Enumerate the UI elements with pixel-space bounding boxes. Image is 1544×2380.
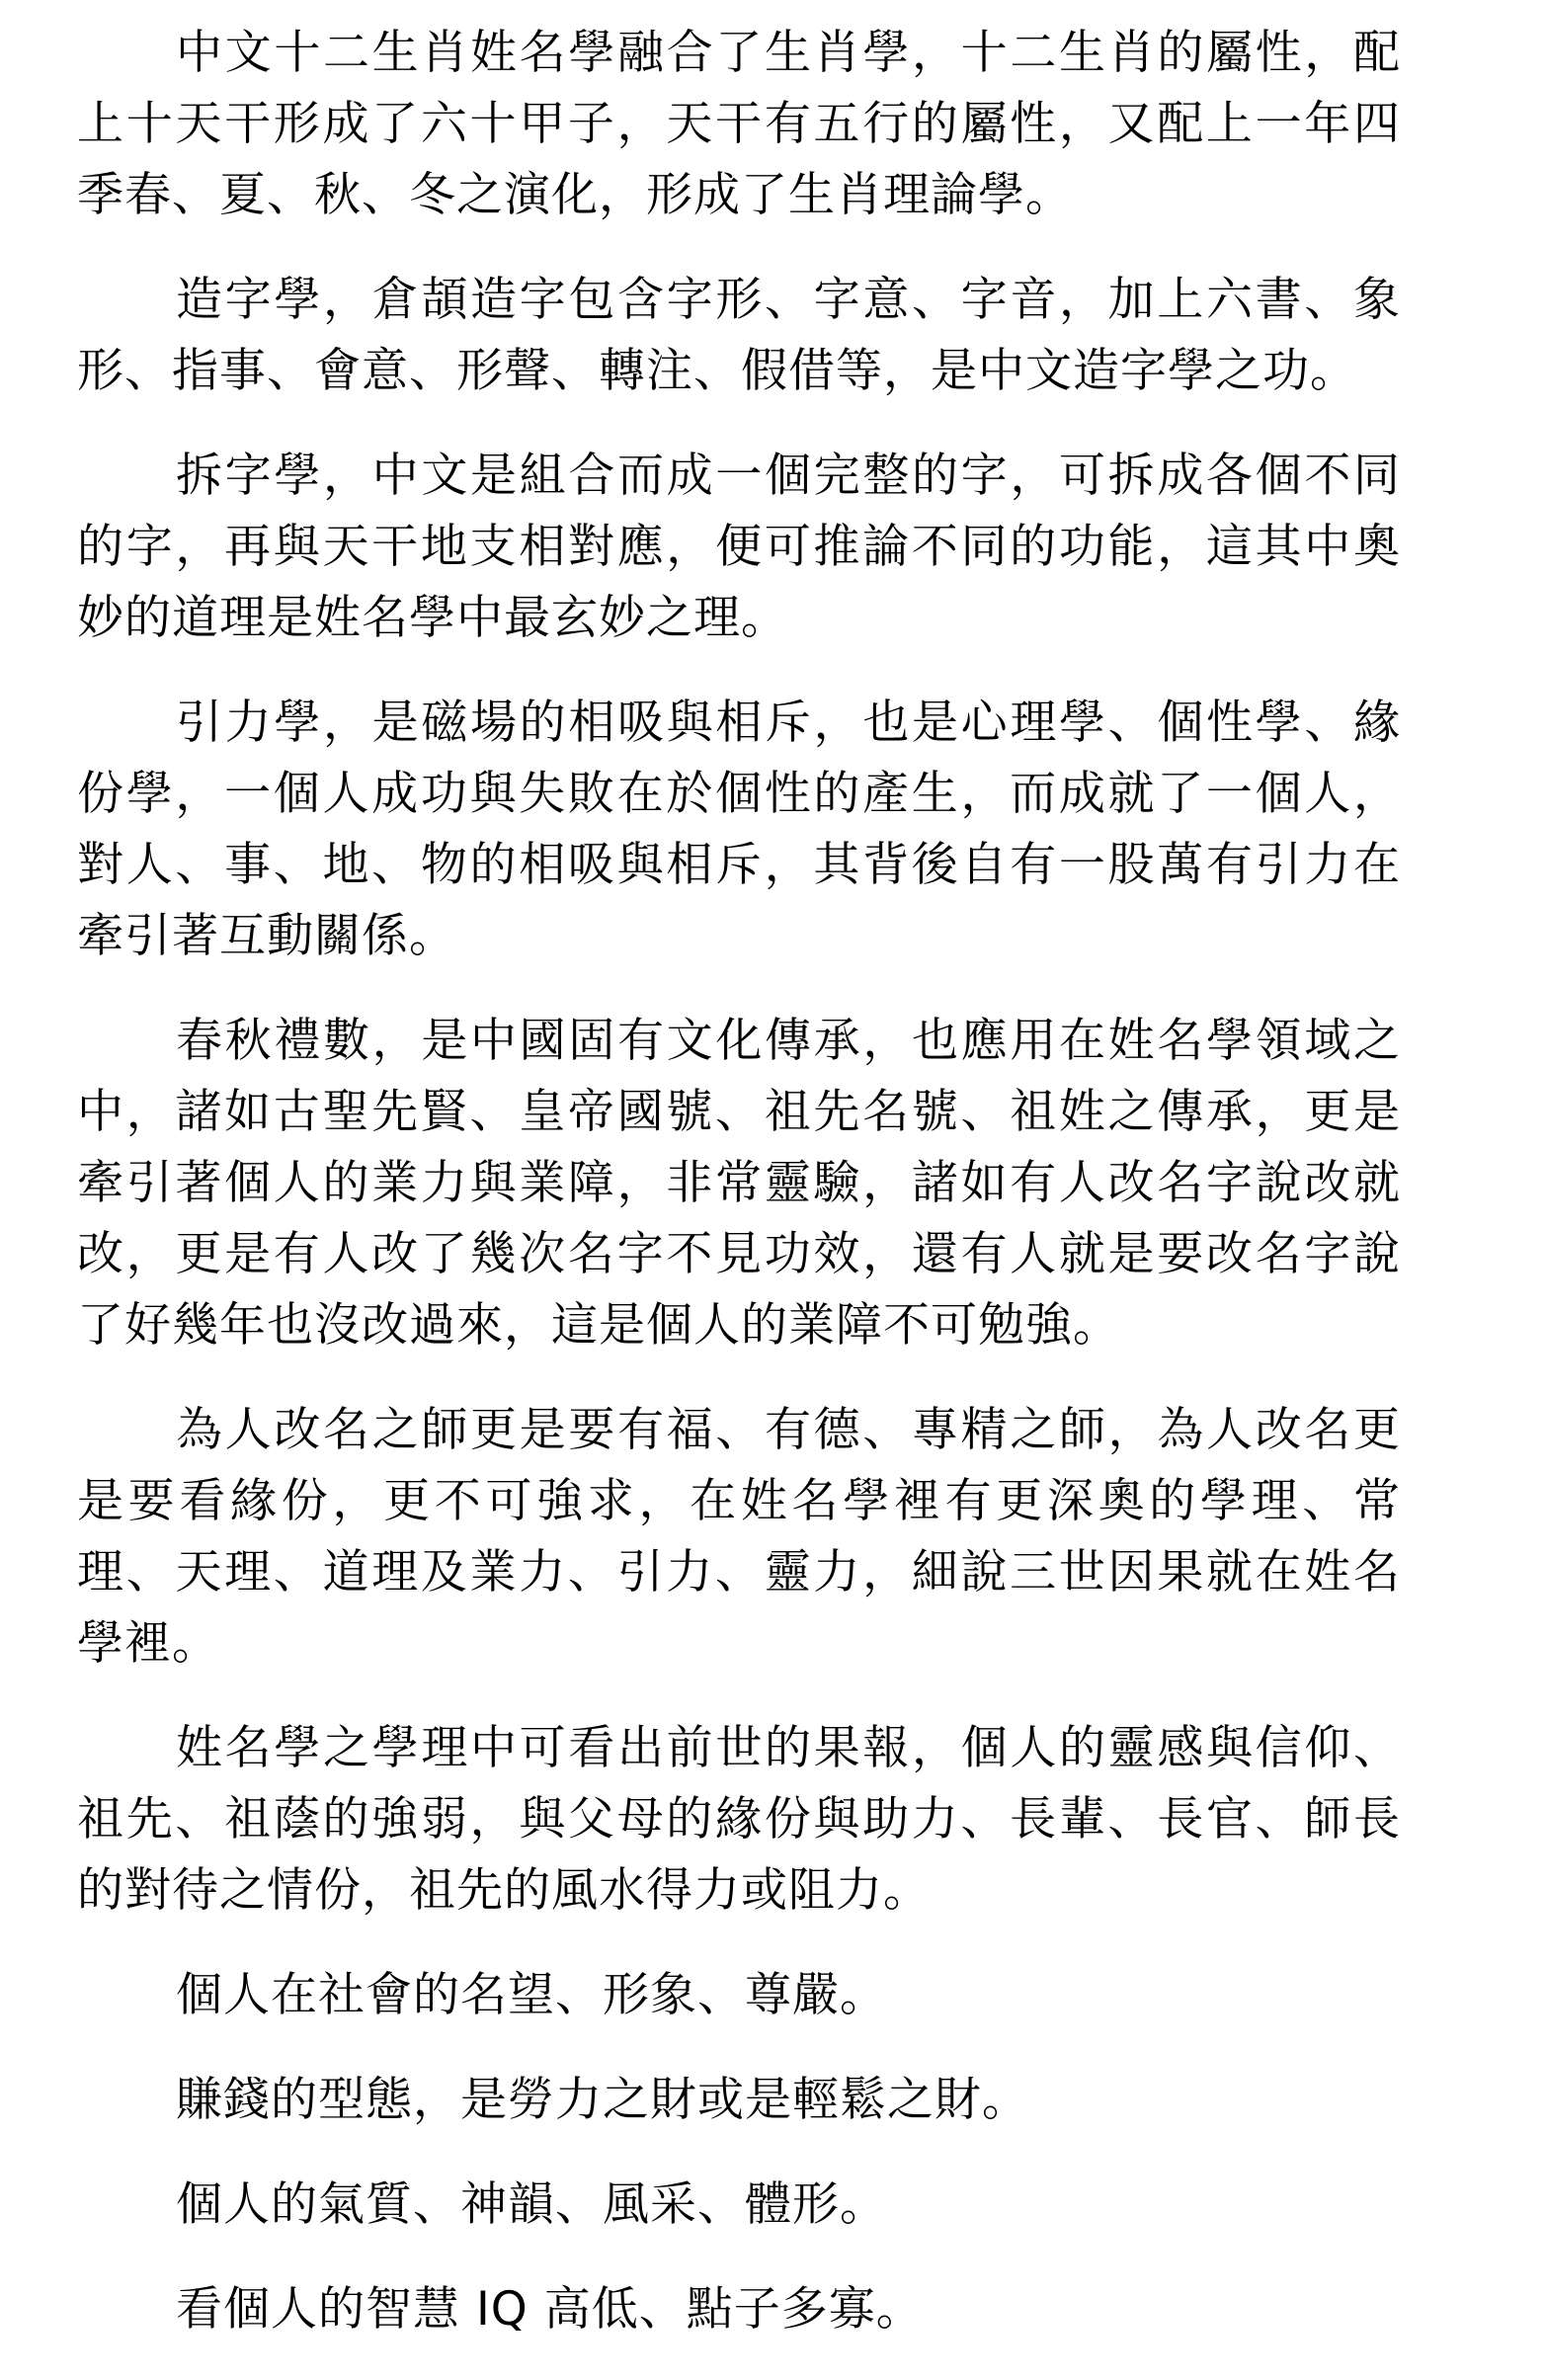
paragraph-temperament: 個人的氣質、神韻、風采、體形。	[176, 2177, 887, 2232]
paragraph-character-creation: 造字學，倉頡造字包含字形、字意、字音，加上六書、象形、指事、會意、形聲、轉注、假借等，是中文造字學之功。	[77, 273, 1401, 398]
paragraph-intelligence: 看個人的智慧 IQ 高低、點子多寡。	[176, 2282, 924, 2337]
document-page	[77, 18, 1401, 2345]
paragraph-attraction-study: 引力學，是磁場的相吸與相斥，也是心理學、個性學、緣份學，一個人成功與失敗在於個性的產生，而成就了一個人，對人、事、地、物的相吸與相斥，其背後自有一股萬有引力在牽引著互動關係。	[77, 696, 1401, 963]
paragraph-zodiac-name-study: 中文十二生肖姓名學融合了生肖學，十二生肖的屬性，配上十天干形成了六十甲子，天干有五行的屬性，又配上一年四季春、夏、秋、冬之演化，形成了生肖理論學。	[77, 26, 1401, 222]
paragraph-social-reputation: 個人在社會的名望、形象、尊嚴。	[176, 1968, 887, 2022]
paragraph-renaming-master: 為人改名之師更是要有福、有德、專精之師，為人改名更是要看緣份，更不可強求，在姓名學裡有更深奧的學理、常理、天理、道理及業力、引力、靈力，細說三世因果就在姓名學裡。	[77, 1403, 1401, 1671]
paragraph-etiquette-tradition: 春秋禮數，是中國固有文化傳承，也應用在姓名學領域之中，諸如古聖先賢、皇帝國號、祖先名號、祖姓之傳承，更是牽引著個人的業力與業障，非常靈驗，諸如有人改名字說改就改，更是有人改了幾次名字不見功效，還有人就是要改名字說了好幾年也沒改過來，這是個人的業障不可勉強。	[77, 1014, 1401, 1353]
paragraph-character-splitting: 拆字學，中文是組合而成一個完整的字，可拆成各個不同的字，再與天干地支相對應，便可推論不同的功能，這其中奧妙的道理是姓名學中最玄妙之理。	[77, 449, 1401, 645]
paragraph-karma-retribution: 姓名學之學理中可看出前世的果報，個人的靈感與信仰、祖先、祖蔭的強弱，與父母的緣份與助力、長輩、長官、師長的對待之情份，祖先的風水得力或阻力。	[77, 1721, 1401, 1918]
paragraph-earning-type: 賺錢的型態，是勞力之財或是輕鬆之財。	[176, 2073, 1029, 2127]
